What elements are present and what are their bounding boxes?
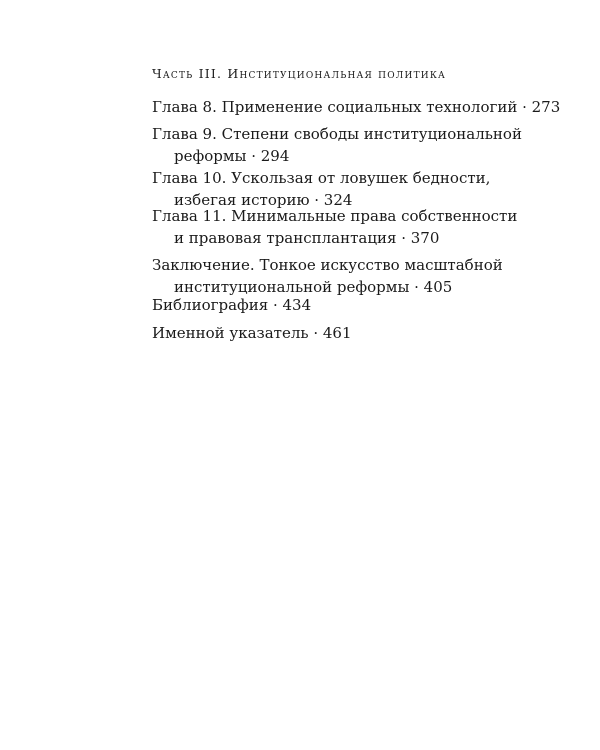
toc-entry-conclusion[interactable] bbox=[152, 254, 582, 298]
toc-entry-chapter-9[interactable] bbox=[152, 123, 582, 167]
toc-entry-line: Глава 10. Ускользая от ловушек бедности, bbox=[152, 169, 491, 187]
toc-entry-chapter-8[interactable] bbox=[152, 96, 582, 118]
toc-entry-name-index[interactable] bbox=[152, 322, 582, 344]
toc-entry-line: Глава 8. Применение социальных технологий · 273 bbox=[152, 98, 561, 116]
toc-entry-line-continued: избегая историю · 324 bbox=[174, 191, 353, 209]
toc-entry-line: Глава 9. Степени свободы институциональной bbox=[152, 125, 522, 143]
toc-entry-line: Библиография · 434 bbox=[152, 296, 312, 314]
part-heading: Часть III. Институциональная политика bbox=[152, 66, 446, 81]
toc-entry-line-continued: реформы · 294 bbox=[174, 147, 290, 165]
toc-entry-line: Именной указатель · 461 bbox=[152, 324, 352, 342]
toc-entry-line-continued: институциональной реформы · 405 bbox=[174, 278, 453, 296]
toc-entry-line: Заключение. Тонкое искусство масштабной bbox=[152, 256, 503, 274]
toc-entry-line: Глава 11. Минимальные права собственности bbox=[152, 207, 518, 225]
toc-entry-bibliography[interactable] bbox=[152, 294, 582, 316]
toc-entry-chapter-11[interactable] bbox=[152, 205, 582, 249]
toc-entry-line-continued: и правовая трансплантация · 370 bbox=[174, 229, 440, 247]
